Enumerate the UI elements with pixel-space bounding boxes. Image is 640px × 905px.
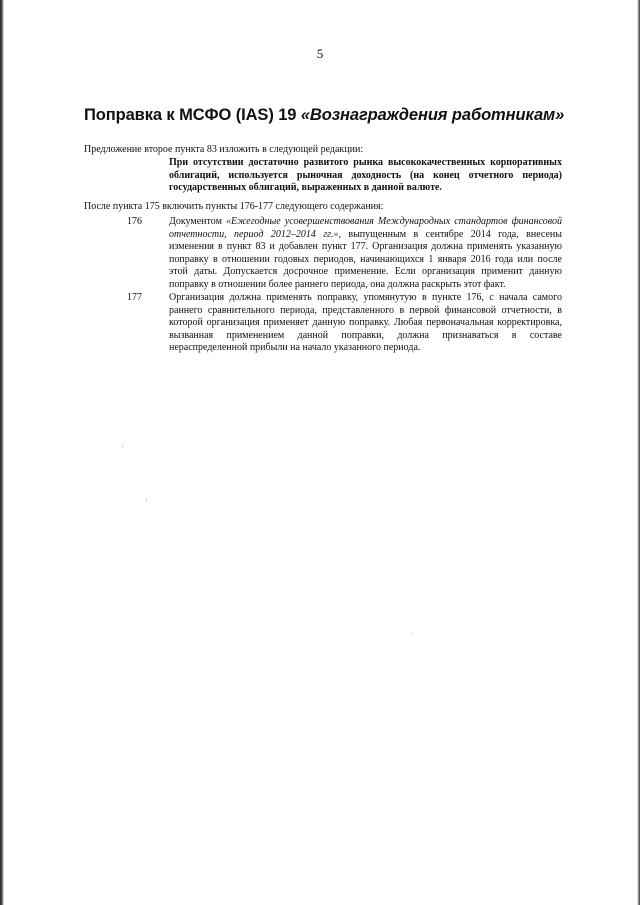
paragraph-number-176: 176 — [127, 216, 142, 227]
paragraph-177: Организация должна применять поправку, упомянутую в пункте 176, с начала самого раннего сравнительного периода, представленного в первой финансовой отчетности, в которой организация применяет данную поправку. Любая первоначальная корректировка, вызванная применением данной поправки, должна признаваться в составе нераспределенной прибыли на начало указанного периода. — [169, 292, 562, 353]
scan-speck — [122, 446, 123, 447]
title-plain: Поправка к МСФО (IAS) 19 — [84, 106, 297, 124]
paragraph-176-lead: Документом — [169, 216, 227, 227]
scan-speck — [146, 500, 147, 501]
paragraph-number-177: 177 — [127, 292, 142, 303]
amendment-175-intro: После пункта 175 включить пункты 176-177 следующего содержания: — [84, 201, 384, 212]
scan-speck — [412, 633, 413, 634]
amendment-83-intro: Предложение второе пункта 83 изложить в следующей редакции: — [84, 144, 364, 155]
scan-edge-left — [0, 0, 4, 905]
amendment-83-text: При отсутствии достаточно развитого рынка высококачественных корпоративных облигаций, используется рыночная доходность (на конец отчетного периода) государственных облигаций, выраженных в данной валюте. — [169, 157, 562, 193]
paragraph-176-body: , выпущенным в сентябре 2014 года, внесены изменения в пункт 83 и добавлен пункт 177. Организация должна применять указанную поправку в отношении годовых периодов, начинающихся 1 января 2016 года или после этой даты. Допускается досрочное применение. Если организация применит данную поправку в отношении более раннего периода, она должна раскрыть этот факт. — [169, 228, 562, 290]
paragraph-176-document-name: «Ежегодные усовершенствования Международных стандартов финансовой отчетности, период 2012–2014 гг.» — [169, 216, 562, 240]
paragraph-176 — [169, 216, 562, 291]
document-title — [84, 106, 604, 125]
title-italic: «Вознаграждения работникам» — [300, 106, 565, 124]
page-number: 5 — [316, 46, 324, 61]
